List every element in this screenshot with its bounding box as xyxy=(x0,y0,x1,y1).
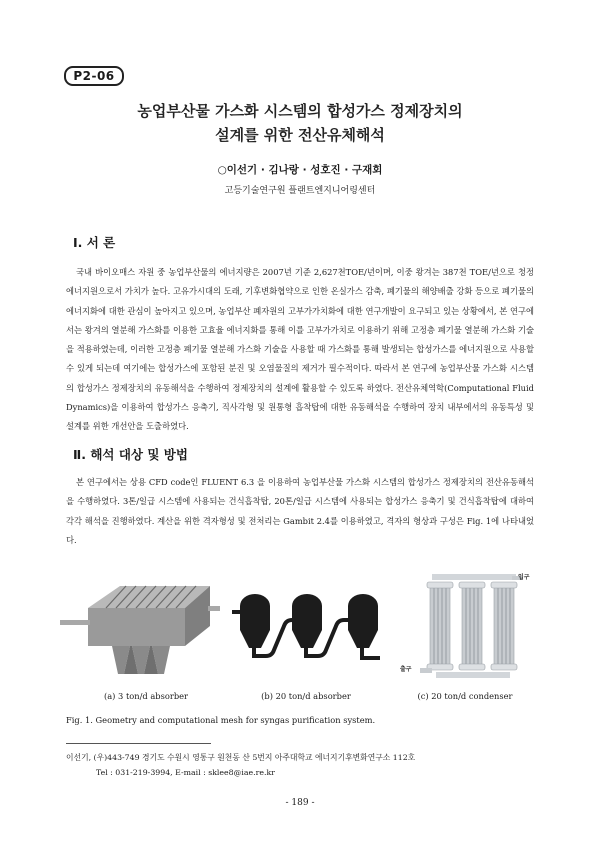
subcaption-c: (c) 20 ton/d condenser xyxy=(417,691,513,701)
section-body-method: 본 연구에서는 상용 CFD code인 FLUENT 6.3 을 이용하여 농업부산물 가스화 시스템의 합성가스 정제장치의 전산유동해석을 수행하였다. 3톤/일급 시스템에 사용되는 건식흡착탑, 20톤/일급 시스템에 사용되는 합성가스 응축기 및 건식흡착탑에 대하여 각각 해석을 진행하였다. 계산을 위한 격자형성 및 전처리는 Gambit 2.4를 이용하였고, 격자의 형상과 구성은 Fig. 1에 나타내었다. xyxy=(66,477,534,545)
subcaption-b: (b) 20 ton/d absorber xyxy=(261,691,351,701)
figure-geometry xyxy=(60,568,550,690)
page-number: - 189 - xyxy=(285,798,315,808)
figure-caption: Fig. 1. Geometry and computational mesh for syngas purification system. xyxy=(66,715,376,725)
footnote-divider xyxy=(66,743,211,744)
affiliation: 고등기술연구원 플랜트엔지니어링센터 xyxy=(224,186,376,196)
section-heading-method: Ⅱ. 해석 대상 및 방법 xyxy=(73,447,188,462)
absorber-20ton-render xyxy=(232,594,380,658)
authors: ○이선기 · 김나랑 · 성호진 · 구재회 xyxy=(217,164,383,176)
absorber-3ton-render xyxy=(60,586,220,674)
section-heading-intro: Ⅰ. 서 론 xyxy=(73,235,116,250)
paper-title-line1: 농업부산물 가스화 시스템의 합성가스 정제장치의 xyxy=(137,102,463,120)
inlet-label: 입구 xyxy=(518,574,530,581)
subcaption-a: (a) 3 ton/d absorber xyxy=(103,691,189,701)
paper-title-line2: 설계를 위한 전산유체해석 xyxy=(215,126,385,144)
session-badge: P2-06 xyxy=(64,66,124,86)
footnote-address: 이선기, (우)443-749 경기도 수원시 영통구 원천동 산 5번지 아주대학교 에너지기후변화연구소 112호 xyxy=(66,753,416,762)
condenser-20ton-render xyxy=(420,574,522,678)
footnote-contact: Tel : 031-219-3994, E-mail : sklee8@iae.re.kr xyxy=(96,768,275,777)
section-body-intro: 국내 바이오매스 자원 중 농업부산물의 에너지량은 2007년 기준 2,627천TOE/년이며, 이중 왕겨는 387천 TOE/년으로 청정에너지원으로서 가치가 높다. 고유가시대의 도래, 기후변화협약으로 인한 온실가스 감축, 폐기물의 해양배출 강화 등으로 폐기물의 에너지화에 대한 관심이 높아지고 있으며, 농업부산 폐자원의 고부가가치화에 대한 연구개발이 요구되고 있는 상황에서, 본 연구에서는 왕겨의 열분해 가스화를 이용한 고효율 에너지화를 통해 이를 고부가가치로 이용하기 위해 고정층 폐기물 열분해 가스화 기술을 적용하였는데, 이러한 고정층 폐기물 열분해 가스화 기술을 사용할 때 가스화를 통해 발생되는 합성가스를 에너지원으로 사용할 수 있게 되는데 여기에는 합성가스에 포함된 분진 및 오염물질의 제거가 필수적이다. 따라서 본 연구에 농업부산물 가스화 시스템의 합성가스 정제장치의 유동해석을 수행하여 정제장치의 설계에 활용할 수 있도록 하였다. 전산유체역학(Computational Fluid Dynamics)을 이용하여 합성가스 응축기, 직사각형 및 원통형 흡착탑에 대한 유동해석을 수행하여 장치 내부에서의 유동특성 및 설계를 위한 개선안을 도출하였다. xyxy=(66,267,534,432)
outlet-label: 출구 xyxy=(400,666,412,673)
